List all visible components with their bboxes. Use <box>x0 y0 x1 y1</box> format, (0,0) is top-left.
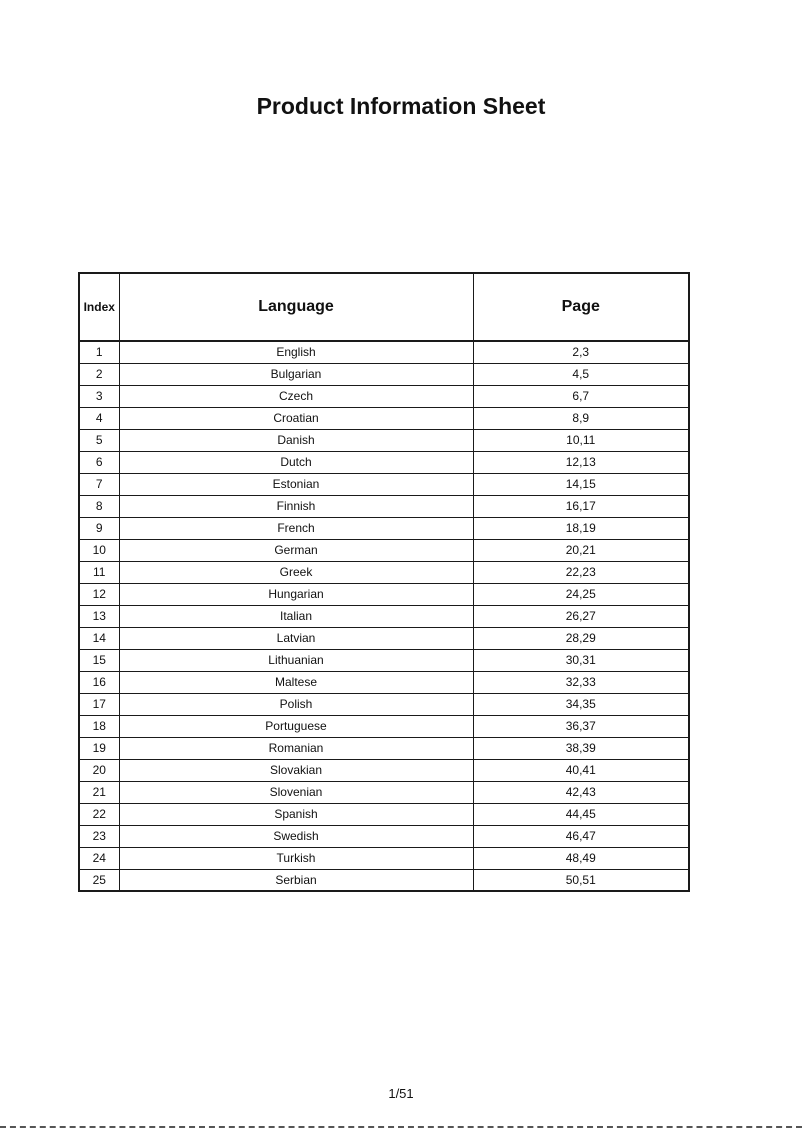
table-row <box>79 363 689 385</box>
index-cell: 19 <box>79 737 119 759</box>
table-row <box>79 869 689 891</box>
language-cell: English <box>119 341 473 363</box>
page-cell: 32,33 <box>473 671 689 693</box>
table-row <box>79 451 689 473</box>
table-header-row <box>79 273 689 341</box>
language-cell: German <box>119 539 473 561</box>
language-cell: Danish <box>119 429 473 451</box>
table-row <box>79 495 689 517</box>
language-cell: Portuguese <box>119 715 473 737</box>
table-row <box>79 385 689 407</box>
perforation-line <box>0 1126 802 1128</box>
index-cell: 22 <box>79 803 119 825</box>
index-cell: 2 <box>79 363 119 385</box>
table-row <box>79 847 689 869</box>
language-cell: Turkish <box>119 847 473 869</box>
language-cell: Spanish <box>119 803 473 825</box>
language-cell: Hungarian <box>119 583 473 605</box>
language-cell: Bulgarian <box>119 363 473 385</box>
index-cell: 21 <box>79 781 119 803</box>
index-cell: 10 <box>79 539 119 561</box>
page-cell: 44,45 <box>473 803 689 825</box>
index-cell: 18 <box>79 715 119 737</box>
table-row <box>79 429 689 451</box>
page-cell: 4,5 <box>473 363 689 385</box>
index-cell: 4 <box>79 407 119 429</box>
page-cell: 14,15 <box>473 473 689 495</box>
table-row <box>79 407 689 429</box>
page-cell: 48,49 <box>473 847 689 869</box>
language-cell: Lithuanian <box>119 649 473 671</box>
page-cell: 8,9 <box>473 407 689 429</box>
language-cell: Serbian <box>119 869 473 891</box>
index-cell: 11 <box>79 561 119 583</box>
language-cell: Greek <box>119 561 473 583</box>
page-cell: 2,3 <box>473 341 689 363</box>
language-cell: Czech <box>119 385 473 407</box>
index-cell: 3 <box>79 385 119 407</box>
table-row <box>79 715 689 737</box>
index-cell: 23 <box>79 825 119 847</box>
table-row <box>79 341 689 363</box>
table-row <box>79 605 689 627</box>
column-header-index: Index <box>79 273 119 341</box>
index-cell: 14 <box>79 627 119 649</box>
table-row <box>79 803 689 825</box>
language-index-table <box>78 272 690 892</box>
table-header <box>79 273 689 341</box>
page-cell: 20,21 <box>473 539 689 561</box>
table-row <box>79 781 689 803</box>
index-cell: 9 <box>79 517 119 539</box>
page-cell: 40,41 <box>473 759 689 781</box>
page-cell: 10,11 <box>473 429 689 451</box>
index-cell: 13 <box>79 605 119 627</box>
page-cell: 38,39 <box>473 737 689 759</box>
language-cell: Maltese <box>119 671 473 693</box>
page-cell: 16,17 <box>473 495 689 517</box>
page-cell: 12,13 <box>473 451 689 473</box>
language-cell: Latvian <box>119 627 473 649</box>
page-cell: 36,37 <box>473 715 689 737</box>
table-row <box>79 693 689 715</box>
language-cell: Croatian <box>119 407 473 429</box>
page-cell: 50,51 <box>473 869 689 891</box>
index-cell: 25 <box>79 869 119 891</box>
index-cell: 24 <box>79 847 119 869</box>
table-row <box>79 473 689 495</box>
table-row <box>79 759 689 781</box>
language-cell: Romanian <box>119 737 473 759</box>
table-body <box>79 341 689 891</box>
page-number: 1/51 <box>388 1086 414 1101</box>
table-row <box>79 737 689 759</box>
language-cell: Slovenian <box>119 781 473 803</box>
table-row <box>79 539 689 561</box>
column-header-language: Language <box>119 273 473 341</box>
language-cell: Italian <box>119 605 473 627</box>
page-cell: 24,25 <box>473 583 689 605</box>
language-cell: Estonian <box>119 473 473 495</box>
page-cell: 22,23 <box>473 561 689 583</box>
index-cell: 16 <box>79 671 119 693</box>
page-cell: 18,19 <box>473 517 689 539</box>
index-cell: 8 <box>79 495 119 517</box>
page-cell: 6,7 <box>473 385 689 407</box>
language-cell: Swedish <box>119 825 473 847</box>
table-row <box>79 825 689 847</box>
table-row <box>79 649 689 671</box>
page-cell: 42,43 <box>473 781 689 803</box>
table-row <box>79 671 689 693</box>
table-row <box>79 583 689 605</box>
language-cell: Dutch <box>119 451 473 473</box>
language-cell: Finnish <box>119 495 473 517</box>
index-cell: 1 <box>79 341 119 363</box>
index-cell: 5 <box>79 429 119 451</box>
table-row <box>79 627 689 649</box>
index-cell: 12 <box>79 583 119 605</box>
language-cell: French <box>119 517 473 539</box>
page-cell: 26,27 <box>473 605 689 627</box>
index-cell: 15 <box>79 649 119 671</box>
page-cell: 30,31 <box>473 649 689 671</box>
page-cell: 46,47 <box>473 825 689 847</box>
index-cell: 6 <box>79 451 119 473</box>
index-cell: 17 <box>79 693 119 715</box>
table-row <box>79 561 689 583</box>
index-cell: 7 <box>79 473 119 495</box>
page-cell: 28,29 <box>473 627 689 649</box>
language-cell: Polish <box>119 693 473 715</box>
language-cell: Slovakian <box>119 759 473 781</box>
table-row <box>79 517 689 539</box>
index-cell: 20 <box>79 759 119 781</box>
column-header-page: Page <box>473 273 689 341</box>
page-cell: 34,35 <box>473 693 689 715</box>
page-title: Product Information Sheet <box>256 93 546 119</box>
